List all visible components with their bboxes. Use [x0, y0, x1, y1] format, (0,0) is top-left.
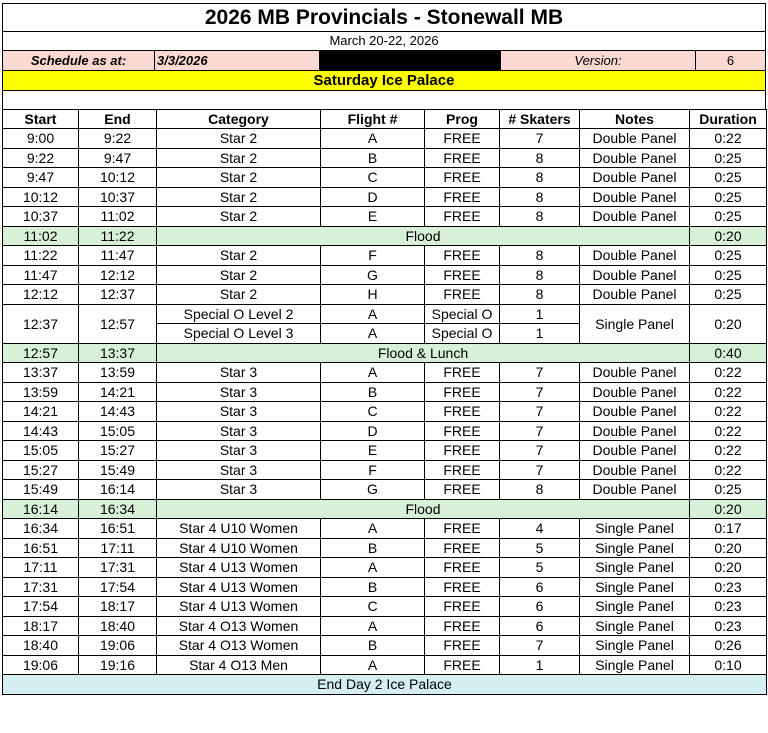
- break-label: Flood & Lunch: [157, 343, 690, 363]
- table-row: [3, 187, 767, 207]
- prog: FREE: [425, 168, 500, 188]
- break-label: Flood: [157, 226, 690, 246]
- version-value: 6: [696, 51, 765, 70]
- start-time: 9:47: [3, 168, 79, 188]
- prog: FREE: [425, 519, 500, 539]
- prog: FREE: [425, 636, 500, 656]
- duration: 0:20: [690, 538, 767, 558]
- end-time: 14:21: [79, 382, 157, 402]
- end-time: 10:37: [79, 187, 157, 207]
- table-row: [3, 538, 767, 558]
- break-row: [3, 343, 767, 363]
- prog: FREE: [425, 148, 500, 168]
- duration: 0:20: [690, 226, 767, 246]
- end-time: 17:31: [79, 558, 157, 578]
- prog: Special O: [425, 324, 500, 344]
- end-time: 11:02: [79, 207, 157, 227]
- category: Star 3: [157, 460, 321, 480]
- category: Star 2: [157, 285, 321, 305]
- notes: Double Panel: [580, 265, 690, 285]
- notes: Double Panel: [580, 402, 690, 422]
- event-title: 2026 MB Provincials - Stonewall MB: [2, 3, 766, 31]
- end-time: 16:34: [79, 499, 157, 519]
- skaters: 7: [500, 402, 580, 422]
- skaters: 1: [500, 655, 580, 675]
- start-time: 18:40: [3, 636, 79, 656]
- col-header-notes: Notes: [580, 110, 690, 129]
- flight: E: [321, 207, 425, 227]
- flight: E: [321, 441, 425, 461]
- schedule-table: [2, 109, 767, 695]
- prog: FREE: [425, 616, 500, 636]
- redacted-cell: [320, 51, 501, 70]
- category: Special O Level 2: [157, 304, 321, 324]
- prog: Special O: [425, 304, 500, 324]
- col-header-skaters: # Skaters: [500, 110, 580, 129]
- flight: H: [321, 285, 425, 305]
- table-row: [3, 655, 767, 675]
- end-time: 9:47: [79, 148, 157, 168]
- table-row: [3, 480, 767, 500]
- flight: F: [321, 246, 425, 266]
- table-row: [3, 148, 767, 168]
- duration: 0:25: [690, 246, 767, 266]
- end-time: 9:22: [79, 129, 157, 149]
- end-time: 19:06: [79, 636, 157, 656]
- prog: FREE: [425, 441, 500, 461]
- category: Star 2: [157, 265, 321, 285]
- duration: 0:23: [690, 616, 767, 636]
- table-row: [3, 382, 767, 402]
- category: Star 4 O13 Men: [157, 655, 321, 675]
- schedule-body: [3, 129, 767, 675]
- prog: FREE: [425, 285, 500, 305]
- end-time: 13:59: [79, 363, 157, 383]
- end-time: 16:14: [79, 480, 157, 500]
- end-time: 17:11: [79, 538, 157, 558]
- notes: Double Panel: [580, 421, 690, 441]
- end-time: 18:40: [79, 616, 157, 636]
- duration: 0:17: [690, 519, 767, 539]
- category: Special O Level 3: [157, 324, 321, 344]
- table-row: [3, 441, 767, 461]
- skaters: 6: [500, 597, 580, 617]
- table-row: [3, 265, 767, 285]
- flight: G: [321, 265, 425, 285]
- prog: FREE: [425, 655, 500, 675]
- skaters: 7: [500, 460, 580, 480]
- start-time: 15:05: [3, 441, 79, 461]
- start-time: 14:21: [3, 402, 79, 422]
- end-time: 15:05: [79, 421, 157, 441]
- duration: 0:25: [690, 168, 767, 188]
- notes: Single Panel: [580, 304, 690, 343]
- skaters: 5: [500, 538, 580, 558]
- skaters: 7: [500, 636, 580, 656]
- start-time: 9:22: [3, 148, 79, 168]
- venue-banner: Saturday Ice Palace: [2, 71, 766, 91]
- skaters: 6: [500, 577, 580, 597]
- prog: FREE: [425, 480, 500, 500]
- end-time: 12:57: [79, 304, 157, 343]
- category: Star 4 U13 Women: [157, 577, 321, 597]
- skaters: 7: [500, 363, 580, 383]
- start-time: 12:37: [3, 304, 79, 343]
- notes: Double Panel: [580, 129, 690, 149]
- table-row: [3, 207, 767, 227]
- duration: 0:25: [690, 285, 767, 305]
- category: Star 4 U13 Women: [157, 597, 321, 617]
- schedule-date: 3/3/2026: [155, 51, 320, 70]
- table-row: [3, 597, 767, 617]
- flight: A: [321, 655, 425, 675]
- prog: FREE: [425, 577, 500, 597]
- table-row: [3, 285, 767, 305]
- duration: 0:22: [690, 382, 767, 402]
- table-row: [3, 616, 767, 636]
- table-row: [3, 363, 767, 383]
- duration: 0:22: [690, 421, 767, 441]
- start-time: 12:12: [3, 285, 79, 305]
- category: Star 4 U13 Women: [157, 558, 321, 578]
- flight: A: [321, 558, 425, 578]
- skaters: 8: [500, 187, 580, 207]
- flight: C: [321, 402, 425, 422]
- notes: Double Panel: [580, 441, 690, 461]
- start-time: 15:27: [3, 460, 79, 480]
- duration: 0:22: [690, 460, 767, 480]
- col-header-category: Category: [157, 110, 321, 129]
- skaters: 8: [500, 148, 580, 168]
- flight: A: [321, 304, 425, 324]
- break-row: [3, 226, 767, 246]
- category: Star 2: [157, 148, 321, 168]
- prog: FREE: [425, 382, 500, 402]
- duration: 0:25: [690, 187, 767, 207]
- flight: C: [321, 597, 425, 617]
- start-time: 15:49: [3, 480, 79, 500]
- start-time: 14:43: [3, 421, 79, 441]
- notes: Double Panel: [580, 187, 690, 207]
- duration: 0:25: [690, 480, 767, 500]
- col-header-prog: Prog: [425, 110, 500, 129]
- start-time: 11:22: [3, 246, 79, 266]
- col-header-duration: Duration: [690, 110, 767, 129]
- category: Star 2: [157, 246, 321, 266]
- end-time: 18:17: [79, 597, 157, 617]
- skaters: 8: [500, 246, 580, 266]
- duration: 0:25: [690, 265, 767, 285]
- notes: Double Panel: [580, 168, 690, 188]
- table-row: [3, 519, 767, 539]
- end-time: 19:16: [79, 655, 157, 675]
- prog: FREE: [425, 558, 500, 578]
- schedule-label: Schedule as at:: [3, 51, 155, 70]
- skaters: 7: [500, 382, 580, 402]
- prog: FREE: [425, 538, 500, 558]
- table-row: [3, 129, 767, 149]
- category: Star 3: [157, 402, 321, 422]
- notes: Double Panel: [580, 382, 690, 402]
- duration: 0:22: [690, 363, 767, 383]
- start-time: 18:17: [3, 616, 79, 636]
- skaters: 8: [500, 207, 580, 227]
- prog: FREE: [425, 207, 500, 227]
- table-row: [3, 577, 767, 597]
- flight: A: [321, 616, 425, 636]
- category: Star 2: [157, 168, 321, 188]
- flight: F: [321, 460, 425, 480]
- notes: Double Panel: [580, 285, 690, 305]
- notes: Single Panel: [580, 597, 690, 617]
- col-header-flight: Flight #: [321, 110, 425, 129]
- spacer-row: [2, 91, 766, 109]
- notes: Double Panel: [580, 460, 690, 480]
- table-row: [3, 636, 767, 656]
- start-time: 9:00: [3, 129, 79, 149]
- end-time: 11:22: [79, 226, 157, 246]
- end-time: 17:54: [79, 577, 157, 597]
- notes: Double Panel: [580, 480, 690, 500]
- duration: 0:22: [690, 441, 767, 461]
- break-row: [3, 499, 767, 519]
- duration: 0:20: [690, 558, 767, 578]
- end-time: 15:49: [79, 460, 157, 480]
- skaters: 6: [500, 616, 580, 636]
- category: Star 3: [157, 382, 321, 402]
- duration: 0:23: [690, 577, 767, 597]
- category: Star 2: [157, 207, 321, 227]
- table-header-row: [3, 110, 767, 129]
- skaters: 8: [500, 285, 580, 305]
- table-row: [3, 304, 767, 324]
- table-row: [3, 246, 767, 266]
- schedule-meta-row: [2, 50, 766, 71]
- prog: FREE: [425, 363, 500, 383]
- end-time: 12:12: [79, 265, 157, 285]
- start-time: 16:14: [3, 499, 79, 519]
- table-row: [3, 558, 767, 578]
- skaters: 7: [500, 421, 580, 441]
- schedule-sheet: [2, 3, 766, 695]
- start-time: 12:57: [3, 343, 79, 363]
- end-time: 13:37: [79, 343, 157, 363]
- duration: 0:25: [690, 207, 767, 227]
- col-header-start: Start: [3, 110, 79, 129]
- prog: FREE: [425, 187, 500, 207]
- version-label: Version:: [501, 51, 696, 70]
- start-time: 19:06: [3, 655, 79, 675]
- prog: FREE: [425, 246, 500, 266]
- flight: A: [321, 324, 425, 344]
- table-row: [3, 421, 767, 441]
- category: Star 3: [157, 441, 321, 461]
- end-time: 10:12: [79, 168, 157, 188]
- category: Star 4 O13 Women: [157, 616, 321, 636]
- duration: 0:26: [690, 636, 767, 656]
- col-header-end: End: [79, 110, 157, 129]
- table-row: [3, 402, 767, 422]
- table-row: [3, 460, 767, 480]
- category: Star 4 U10 Women: [157, 519, 321, 539]
- skaters: 8: [500, 480, 580, 500]
- start-time: 13:37: [3, 363, 79, 383]
- end-time: 16:51: [79, 519, 157, 539]
- prog: FREE: [425, 129, 500, 149]
- notes: Single Panel: [580, 558, 690, 578]
- flight: B: [321, 148, 425, 168]
- flight: A: [321, 363, 425, 383]
- prog: FREE: [425, 421, 500, 441]
- flight: B: [321, 577, 425, 597]
- flight: A: [321, 519, 425, 539]
- flight: C: [321, 168, 425, 188]
- start-time: 11:02: [3, 226, 79, 246]
- duration: 0:25: [690, 148, 767, 168]
- category: Star 4 O13 Women: [157, 636, 321, 656]
- category: Star 4 U10 Women: [157, 538, 321, 558]
- flight: D: [321, 187, 425, 207]
- notes: Double Panel: [580, 148, 690, 168]
- start-time: 16:51: [3, 538, 79, 558]
- skaters: 1: [500, 324, 580, 344]
- flight: A: [321, 129, 425, 149]
- prog: FREE: [425, 597, 500, 617]
- table-row: [3, 168, 767, 188]
- start-time: 10:12: [3, 187, 79, 207]
- duration: 0:20: [690, 304, 767, 343]
- category: Star 2: [157, 129, 321, 149]
- start-time: 10:37: [3, 207, 79, 227]
- start-time: 13:59: [3, 382, 79, 402]
- notes: Single Panel: [580, 616, 690, 636]
- notes: Double Panel: [580, 246, 690, 266]
- notes: Single Panel: [580, 577, 690, 597]
- start-time: 16:34: [3, 519, 79, 539]
- duration: 0:10: [690, 655, 767, 675]
- start-time: 11:47: [3, 265, 79, 285]
- end-time: 12:37: [79, 285, 157, 305]
- notes: Double Panel: [580, 363, 690, 383]
- prog: FREE: [425, 402, 500, 422]
- notes: Single Panel: [580, 655, 690, 675]
- duration: 0:22: [690, 129, 767, 149]
- skaters: 7: [500, 129, 580, 149]
- end-of-day-row: [3, 675, 767, 695]
- start-time: 17:11: [3, 558, 79, 578]
- end-time: 14:43: [79, 402, 157, 422]
- duration: 0:40: [690, 343, 767, 363]
- flight: B: [321, 382, 425, 402]
- notes: Double Panel: [580, 207, 690, 227]
- skaters: 8: [500, 168, 580, 188]
- flight: D: [321, 421, 425, 441]
- duration: 0:23: [690, 597, 767, 617]
- prog: FREE: [425, 265, 500, 285]
- notes: Single Panel: [580, 538, 690, 558]
- category: Star 3: [157, 421, 321, 441]
- category: Star 3: [157, 480, 321, 500]
- skaters: 7: [500, 441, 580, 461]
- end-of-day-label: End Day 2 Ice Palace: [3, 675, 767, 695]
- category: Star 2: [157, 187, 321, 207]
- flight: B: [321, 538, 425, 558]
- end-time: 11:47: [79, 246, 157, 266]
- prog: FREE: [425, 460, 500, 480]
- category: Star 3: [157, 363, 321, 383]
- end-time: 15:27: [79, 441, 157, 461]
- skaters: 5: [500, 558, 580, 578]
- flight: B: [321, 636, 425, 656]
- start-time: 17:54: [3, 597, 79, 617]
- notes: Single Panel: [580, 636, 690, 656]
- duration: 0:22: [690, 402, 767, 422]
- break-label: Flood: [157, 499, 690, 519]
- event-dates: March 20-22, 2026: [2, 31, 766, 50]
- skaters: 8: [500, 265, 580, 285]
- notes: Single Panel: [580, 519, 690, 539]
- flight: G: [321, 480, 425, 500]
- start-time: 17:31: [3, 577, 79, 597]
- skaters: 4: [500, 519, 580, 539]
- duration: 0:20: [690, 499, 767, 519]
- skaters: 1: [500, 304, 580, 324]
